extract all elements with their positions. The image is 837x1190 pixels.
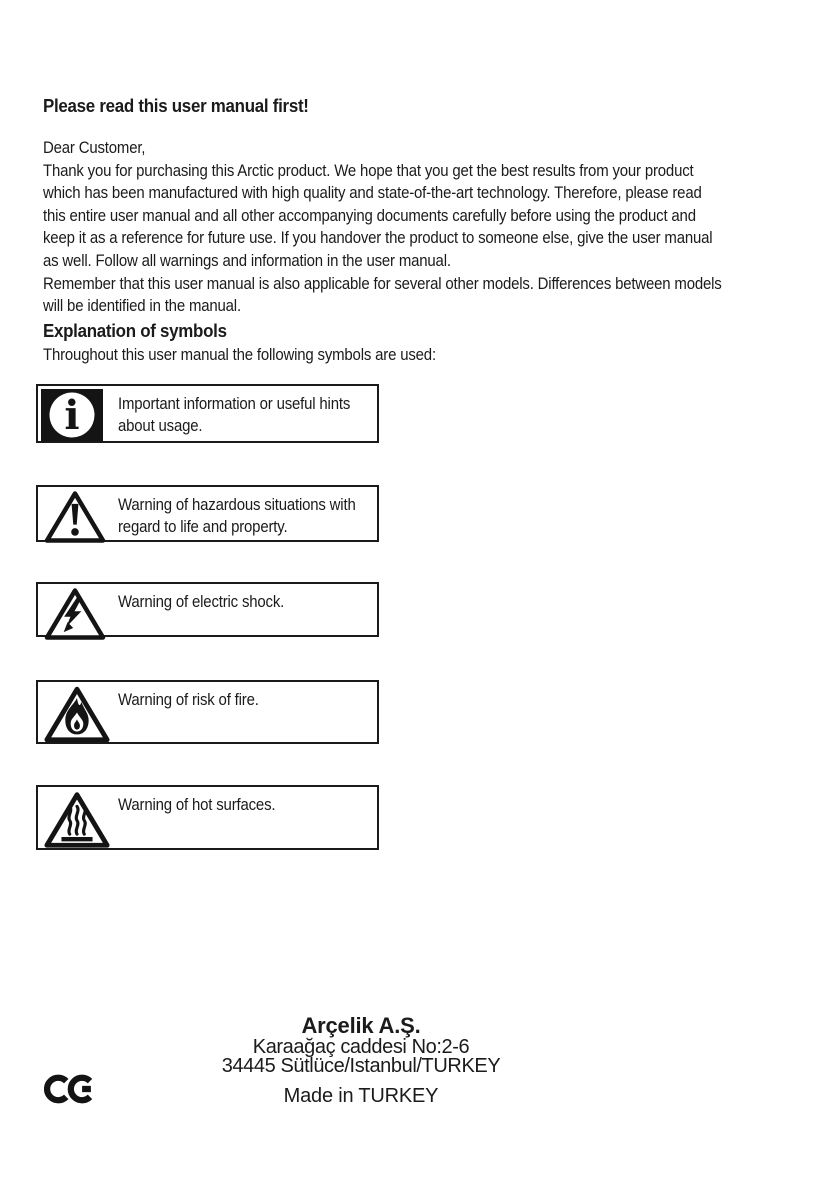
symbol-description: Important information or useful hints about usage. bbox=[118, 394, 351, 435]
symbol-description: Warning of hazardous situations with regard to life and property. bbox=[118, 495, 356, 536]
electric-shock-warning-icon bbox=[43, 586, 107, 647]
symbol-description: Warning of electric shock. bbox=[118, 592, 285, 611]
ce-mark-icon bbox=[44, 1070, 96, 1113]
intro-line: will be identified in the manual. bbox=[43, 296, 241, 316]
made-in-label: Made in TURKEY bbox=[283, 1085, 439, 1107]
footer bbox=[161, 1013, 561, 1108]
hazard-warning-icon bbox=[43, 489, 107, 550]
symbol-box-hot-surface bbox=[36, 785, 379, 850]
intro-paragraph bbox=[43, 137, 814, 318]
symbol-box-fire bbox=[36, 680, 379, 744]
info-icon bbox=[41, 389, 103, 446]
intro-line: keep it as a reference for future use. If you handover the product to someone else, give the user manual bbox=[43, 228, 713, 248]
symbol-box-info bbox=[36, 384, 379, 443]
address-line-1: Karaağaç caddesi No:2-6 bbox=[252, 1036, 470, 1058]
symbol-description: Warning of risk of fire. bbox=[118, 690, 259, 709]
hot-surface-warning-icon bbox=[43, 789, 111, 856]
address-line-2: 34445 Sütlüce/Istanbul/TURKEY bbox=[221, 1054, 501, 1077]
symbols-intro: Throughout this user manual the following symbols are used: bbox=[43, 345, 436, 364]
page-title bbox=[43, 96, 326, 117]
intro-line: as well. Follow all warnings and information in the user manual. bbox=[43, 250, 451, 270]
info-glyph: i bbox=[64, 392, 80, 439]
intro-line: Dear Customer, bbox=[43, 138, 146, 157]
fire-risk-warning-icon bbox=[43, 684, 111, 750]
company-name: Arçelik A.Ş. bbox=[301, 1013, 421, 1038]
page-title-text: Please read this user manual first! bbox=[43, 96, 309, 116]
symbol-box-hazard bbox=[36, 485, 379, 542]
intro-line: this entire user manual and all other accompanying documents carefully before using the product and bbox=[43, 205, 696, 225]
symbol-box-electric-shock bbox=[36, 582, 379, 637]
intro-line: Remember that this user manual is also applicable for several other models. Differences between models bbox=[43, 273, 722, 293]
symbol-description: Warning of hot surfaces. bbox=[118, 795, 276, 814]
intro-line: which has been manufactured with high quality and state-of-the-art technology. Therefore, please read bbox=[43, 183, 702, 203]
intro-line: Thank you for purchasing this Arctic product. We hope that you get the best results from your product bbox=[43, 160, 694, 180]
symbols-heading: Explanation of symbols bbox=[43, 321, 227, 341]
